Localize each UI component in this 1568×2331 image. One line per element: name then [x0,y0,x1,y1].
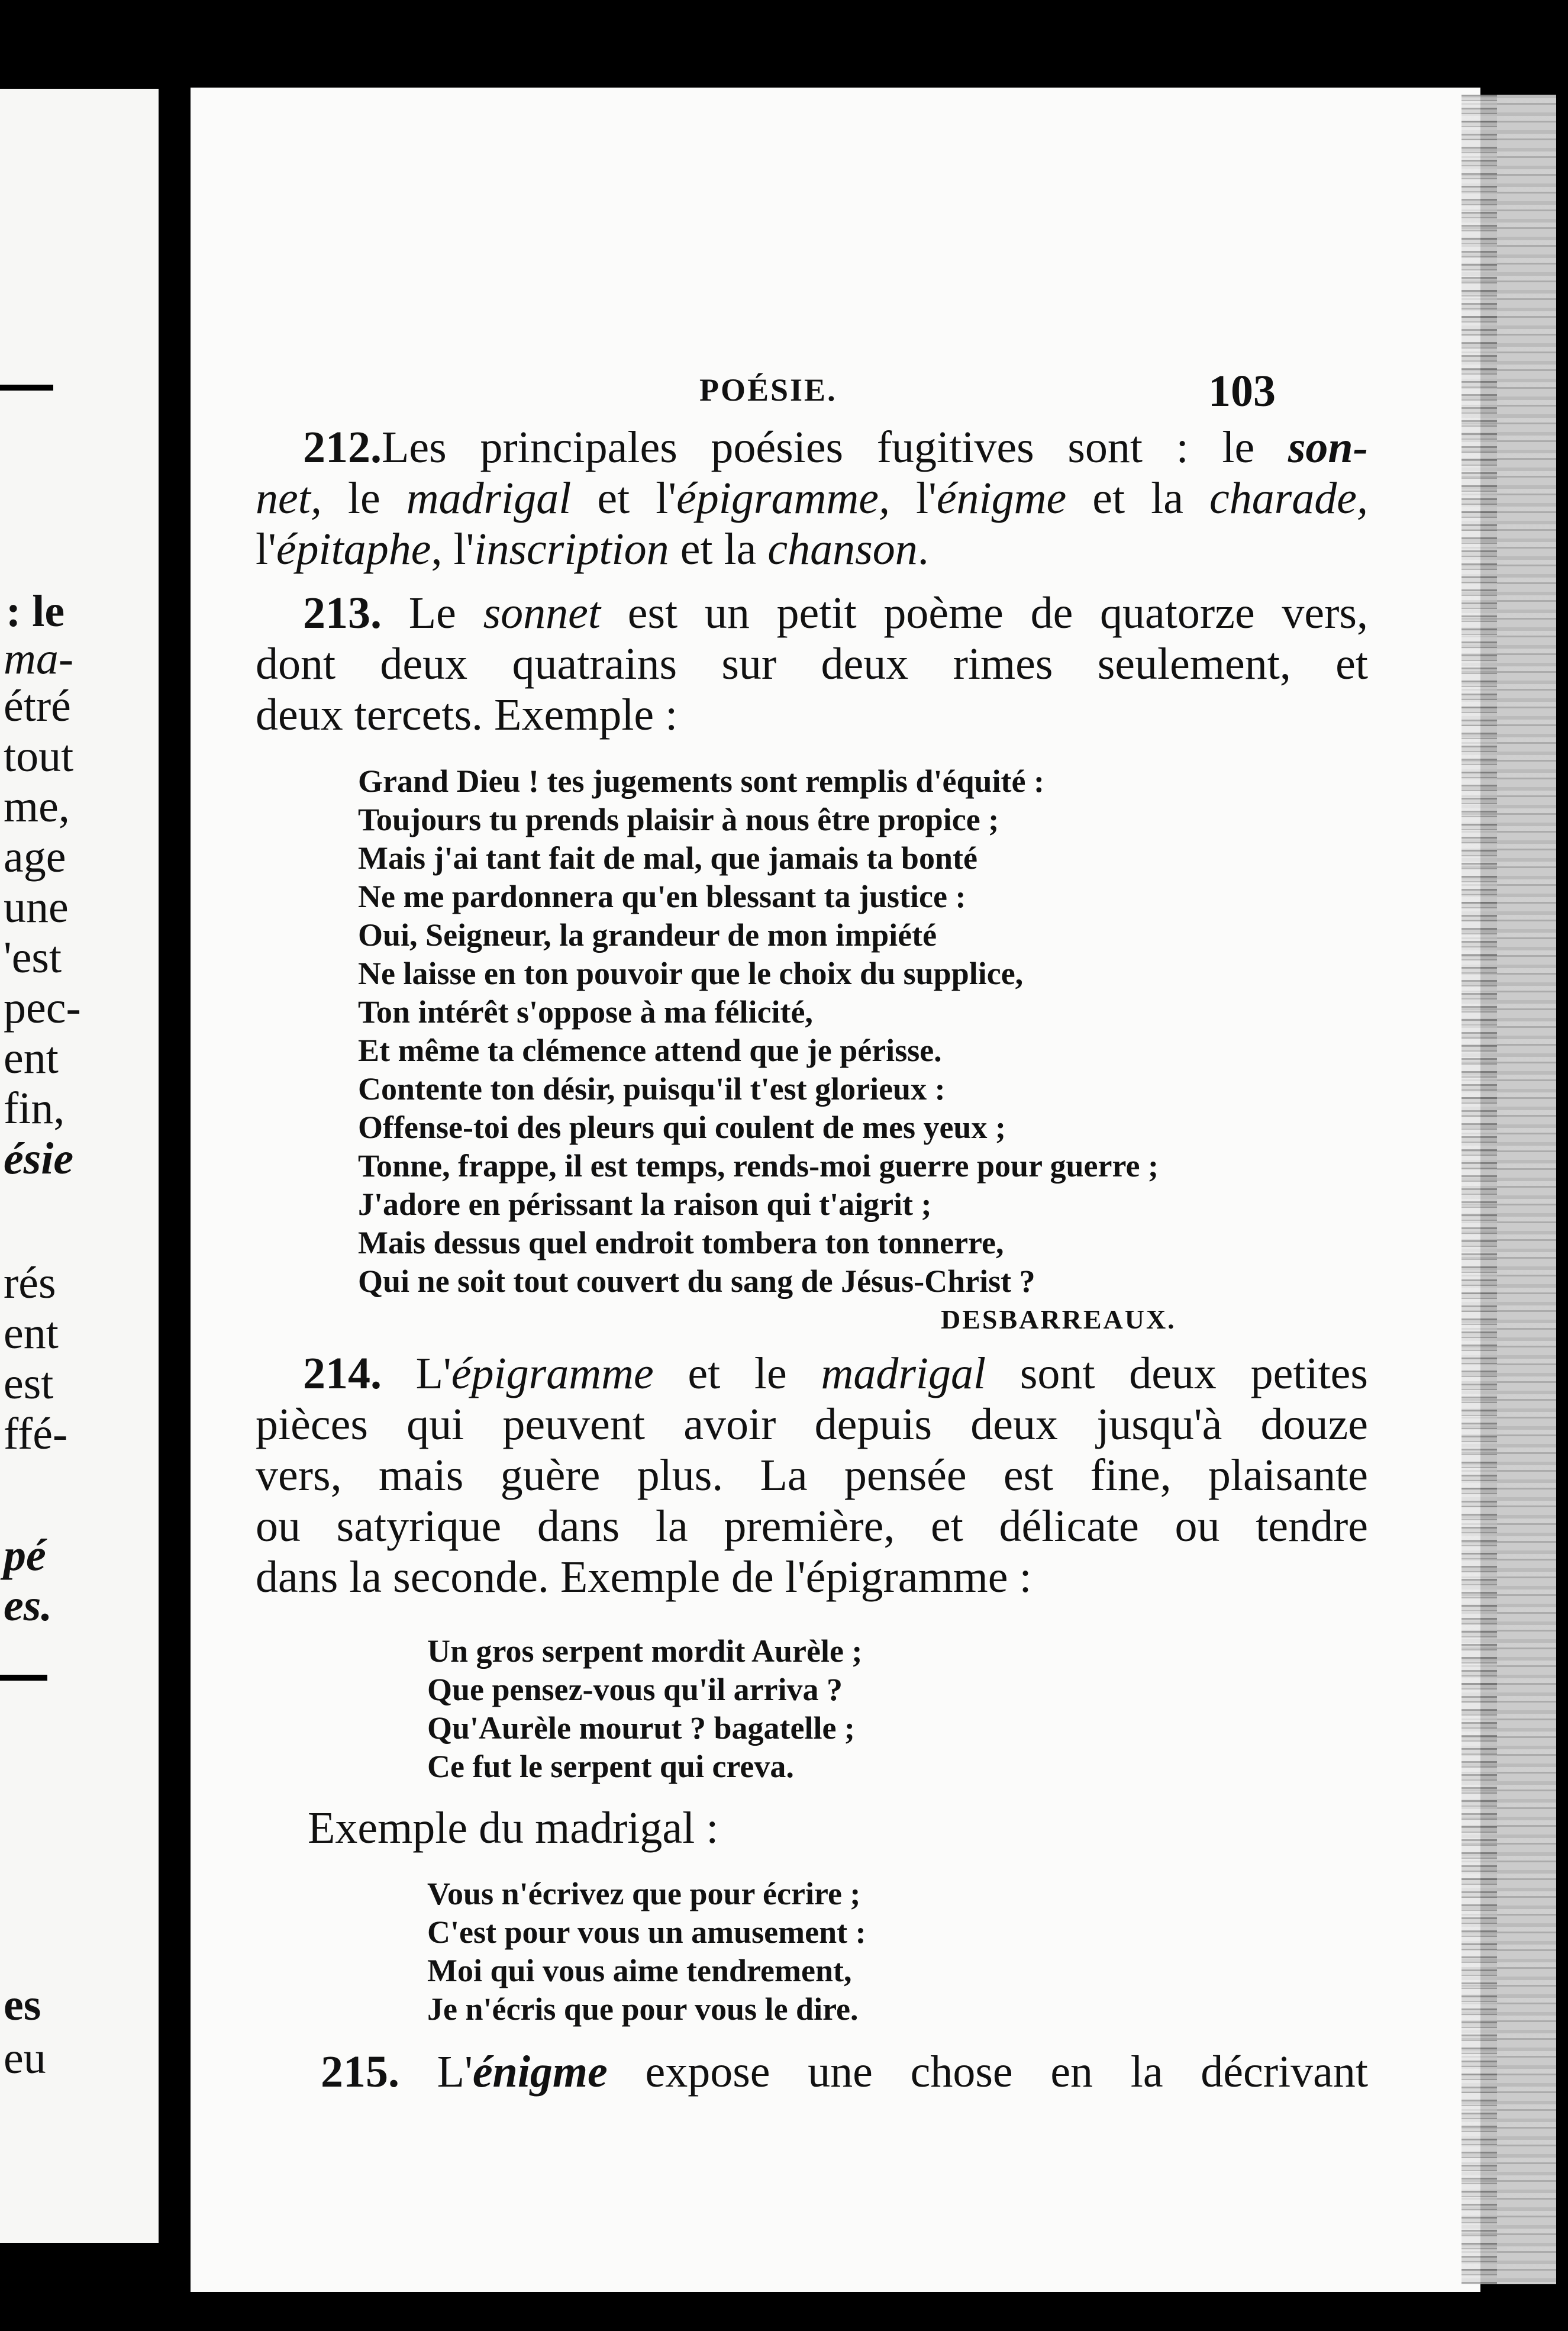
text-run: Les principales poésies fugitives sont : le [382,423,1288,472]
verse-line: Ton intérêt s'oppose à ma félicité, [358,994,813,1030]
text-fragment: une [4,882,69,932]
italic-term: sonnet [483,588,601,638]
page-edge-shadow [1461,95,1556,2284]
paragraph-number: 214. [303,1349,382,1398]
section-heading: Exemple du madrigal : [308,1803,719,1853]
italic-term: madrigal [406,473,572,523]
text-line: pièces qui peuvent avoir depuis deux jusqu'à douze [256,1400,1368,1449]
paragraph-214 [256,1348,1368,1603]
text-fragment: : le [6,586,65,636]
verse-line: Toujours tu prends plaisir à nous être propice ; [358,802,999,837]
text-run: le [321,473,406,523]
italic-term: énigme [936,473,1067,523]
verse-line: Moi qui vous aime tendrement, [427,1953,852,1988]
verse-line: Ne laisse en ton pouvoir que le choix du supplice, [358,956,1024,991]
text-fragment: ent [4,1033,59,1083]
text-run: . [917,524,929,574]
running-head [191,366,1480,419]
text-run: expose une chose en la décrivant [607,2047,1368,2097]
text-line [256,524,1368,575]
italic-term: charade, [1209,473,1369,523]
paragraph-number: 213. [303,588,382,638]
page-number: 103 [1208,366,1276,416]
madrigal-quote [427,1875,866,2029]
text-fragment: ma- [4,634,74,683]
italic-term: épigramme [451,1349,654,1398]
verse-line: Que pensez-vous qu'il arriva ? [427,1672,843,1707]
text-line: dans la seconde. Exemple de l'épigramme : [256,1552,1032,1602]
text-line: deux tercets. Exemple : [256,690,678,740]
paragraph-number: 215. [321,2047,399,2097]
italic-term: inscription [474,524,669,574]
text-line [256,2046,1368,2097]
italic-term: chanson [767,524,918,574]
text-line: dont deux quatrains sur deux rimes seulement, et [256,639,1368,689]
italic-term: énigme [472,2047,608,2097]
text-fragment: es [4,1980,41,2030]
italic-term: madrigal [821,1349,986,1398]
text-fragment: pé [4,1530,46,1580]
text-fragment: étré [4,681,71,731]
text-run: et la [669,524,768,574]
verse-line: J'adore en périssant la raison qui t'aigrit ; [358,1187,932,1222]
text-line [256,1348,1368,1399]
text-fragment: es. [4,1581,53,1630]
text-line [256,473,1368,524]
text-fragment: eu [4,2033,46,2083]
text-run: et le [653,1349,821,1398]
verse-line: Grand Dieu ! tes jugements sont remplis d'équité : [358,763,1044,799]
paragraph-213 [256,588,1368,740]
text-line: vers, mais guère plus. La pensée est fine, plaisante [256,1450,1368,1500]
verse-line: Mais j'ai tant fait de mal, que jamais ta bonté [358,840,977,876]
paragraph-215 [256,2046,1368,2097]
verse-line: Un gros serpent mordit Aurèle ; [427,1633,863,1669]
text-fragment: me, [4,782,70,831]
text-fragment: ent [4,1308,59,1358]
verse-line: Je n'écris que pour vous le dire. [427,1991,859,2027]
italic-term: épigramme, [676,473,890,523]
text-run: est un petit poème de quatorze vers, [601,588,1369,638]
previous-page-edge [0,89,159,2243]
text-run: L' [382,1349,451,1398]
text-line [256,588,1368,639]
italic-term: son- [1288,423,1368,472]
epigram-quote [427,1632,862,1786]
text-run: l' [890,473,937,523]
verse-line: Mais dessus quel endroit tombera ton tonnerre, [358,1225,1004,1260]
text-fragment: est [4,1359,54,1408]
text-fragment: 'est [4,933,62,982]
verse-line: Et même ta clémence attend que je périsse. [358,1033,942,1068]
text-fragment: rés [4,1258,56,1308]
divider [0,1675,47,1681]
text-fragment: ésie [4,1134,74,1184]
verse-line: Ne me pardonnera qu'en blessant ta justice : [358,879,966,914]
running-title: POÉSIE. [699,372,837,408]
text-run: l' [256,524,276,574]
text-line [256,422,1368,473]
divider [0,385,53,391]
text-line: ou satyrique dans la première, et délicate ou tendre [256,1501,1368,1551]
text-fragment: ffé- [4,1409,68,1459]
book-page [191,88,1480,2292]
verse-line: Qui ne soit tout couvert du sang de Jésus-Christ ? [358,1263,1035,1299]
italic-term: net, [256,473,322,523]
verse-line: Contente ton désir, puisqu'il t'est glorieux : [358,1071,946,1107]
text-fragment: fin, [4,1084,65,1133]
verse-line: Ce fut le serpent qui creva. [427,1749,794,1784]
text-run: et l' [571,473,677,523]
text-run: Le [382,588,483,638]
text-fragment: age [4,832,66,882]
paragraph-212 [256,422,1368,575]
text-run: L' [399,2047,473,2097]
sonnet-quote [358,762,1159,1301]
text-fragment: pec- [4,983,81,1033]
verse-line: Vous n'écrivez que pour écrire ; [427,1876,861,1911]
verse-line: Qu'Aurèle mourut ? bagatelle ; [427,1710,855,1746]
italic-term: épitaphe [276,524,431,574]
verse-line: Oui, Seigneur, la grandeur de mon impiété [358,917,937,953]
verse-line: Tonne, frappe, il est temps, rends-moi guerre pour guerre ; [358,1148,1159,1184]
author-attribution: DESBARREAUX. [941,1304,1176,1334]
text-run: , l' [431,524,475,574]
paragraph-number: 212. [303,423,382,472]
text-run: et la [1066,473,1209,523]
verse-line: Offense-toi des pleurs qui coulent de mes yeux ; [358,1110,1006,1145]
verse-line: C'est pour vous un amusement : [427,1914,866,1950]
text-fragment: tout [4,731,74,781]
text-run: sont deux petites [986,1349,1368,1398]
